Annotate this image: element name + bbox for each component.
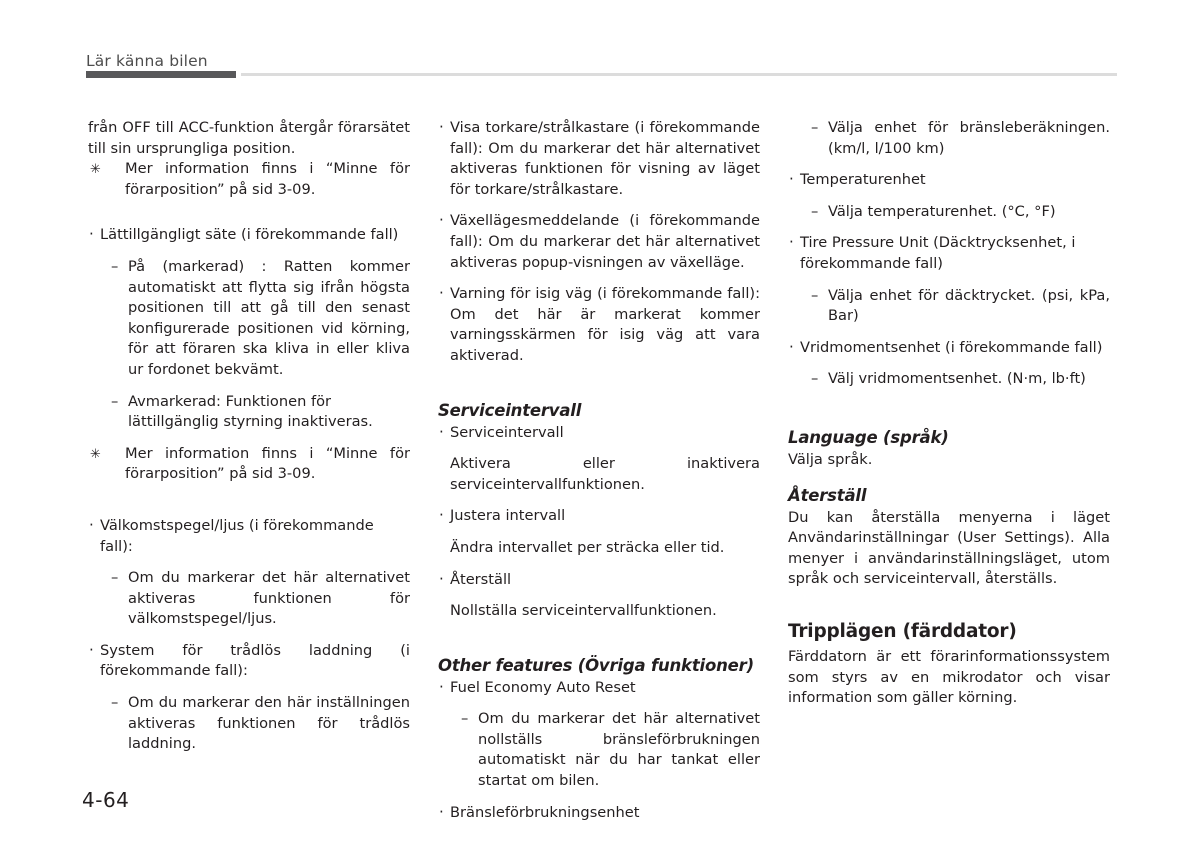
text-column-2: [438, 118, 760, 834]
list-item-welcome-sub: – Om du markerar det här alternativet aktiveras funktionen för välkomstspegel/ljus.: [88, 568, 410, 630]
heading-language: Language (språk): [788, 427, 949, 447]
list-item-torque-unit-label: · Vridmomentsenhet (i förekommande fall): [788, 338, 1110, 359]
continued-paragraph: från OFF till ACC-funktion återgår förarsätet till sin ursprungliga position.: [88, 119, 410, 157]
text-column-1: [88, 118, 410, 766]
header-accent-bar: [86, 71, 236, 78]
heading-reset: Återställ: [788, 485, 867, 505]
spacer: [88, 211, 410, 225]
list-item-fuel-auto-reset-label: · Fuel Economy Auto Reset: [438, 678, 760, 699]
list-item-wireless-sub: – Om du markerar den här inställningen aktiveras funktionen för trådlös laddning.: [88, 693, 410, 755]
list-item-easy-access-off: – Avmarkerad: Funktionen för lättillgänglig styrning inaktiveras.: [88, 392, 410, 433]
list-item-service-interval-desc: Aktivera eller inaktivera serviceintervallfunktionen.: [450, 455, 760, 493]
list-item-fuel-consumption-unit: · Bränsleförbrukningsenhet: [438, 803, 760, 824]
list-item-torque-unit-sub: – Välj vridmomentsenhet. (N·m, lb·ft): [788, 369, 1110, 390]
list-item-tire-pressure-unit-sub: – Välja enhet för däcktrycket. (psi, kPa, Bar): [788, 286, 1110, 327]
list-item-temperature-unit-label: · Temperaturenhet: [788, 170, 1110, 191]
heading-serviceintervall: Serviceintervall: [438, 400, 582, 420]
spacer: [788, 590, 1110, 620]
list-item-temperature-unit-sub: – Välja temperaturenhet. (°C, °F): [788, 202, 1110, 223]
list-item-service-reset-desc: Nollställa serviceintervallfunktionen.: [450, 602, 717, 620]
spacer: [88, 496, 410, 516]
trip-modes-body: Färddatorn är ett förarinformationssystem som styrs av en mikrodator och visar information som gäller körning.: [788, 647, 1110, 707]
spacer: [788, 401, 1110, 427]
header-rule: [241, 73, 1117, 76]
spacer: [438, 378, 760, 400]
list-item-welcome-label: · Välkomstspegel/ljus (i förekommande fall):: [88, 516, 410, 557]
chapter-title: Lär känna bilen: [86, 52, 208, 70]
list-item-easy-access-label: · Lättillgängligt säte (i förekommande fall): [88, 225, 410, 246]
list-item-service-interval-label: · Serviceintervall: [438, 423, 760, 444]
heading-other-features: Other features (Övriga funktioner): [438, 655, 754, 675]
list-item-wiper: · Visa torkare/strålkastare (i förekommande fall): Om du markerar det här alternativet aktiveras funktionen för visning av läget för torkare/strålkastare.: [438, 118, 760, 200]
list-item-easy-access-on: – På (markerad) : Ratten kommer automatiskt att flytta sig ifrån högsta positionen till att gå till den senast konfigurerade positionen vid körning, för att föraren ska kliva in eller kliva ur fordonet bekvämt.: [88, 257, 410, 381]
list-item-fuel-auto-reset-sub: – Om du markerar det här alternativet nollställs bränsleförbrukningen automatiskt när du har tankat eller startat om bilen.: [438, 709, 760, 791]
list-item-icy-road: · Varning för isig väg (i förekommande fall): Om det här är markerat kommer varningsskärmen för isig väg att vara aktiverad.: [438, 284, 760, 366]
language-body: Välja språk.: [788, 450, 873, 468]
list-item-fuel-calc-unit-sub: – Välja enhet för bränsleberäkningen. (km/l, l/100 km): [788, 118, 1110, 159]
page-number: 4-64: [82, 788, 130, 812]
spacer: [788, 471, 1110, 485]
note-memory-seat-2: ✳ Mer information finns i “Minne för förarposition” på sid 3-09.: [88, 444, 410, 485]
list-item-tire-pressure-unit-label: · Tire Pressure Unit (Däcktrycksenhet, i förekommande fall): [788, 233, 1110, 274]
spacer: [438, 633, 760, 655]
reset-body: Du kan återställa menyerna i läget Användarinställningar (User Settings). Alla menyer i användarinställningsläget, utom språk och serviceintervall, återställs.: [788, 508, 1110, 588]
heading-trip-modes: Tripplägen (färddator): [788, 620, 1017, 642]
list-item-wireless-label: · System för trådlös laddning (i förekommande fall):: [88, 641, 410, 682]
text-column-3: [788, 118, 1110, 709]
note-memory-seat-1: ✳ Mer information finns i “Minne för förarposition” på sid 3-09.: [88, 159, 410, 200]
list-item-adjust-interval-desc: Ändra intervallet per sträcka eller tid.: [450, 538, 725, 556]
page-header: [0, 0, 1200, 90]
list-item-service-reset-label: · Återställ: [438, 570, 760, 591]
list-item-gear-message: · Växellägesmeddelande (i förekommande fall): Om du markerar det här alternativet aktiveras popup-visningen av växelläge.: [438, 211, 760, 273]
list-item-adjust-interval-label: · Justera intervall: [438, 506, 760, 527]
